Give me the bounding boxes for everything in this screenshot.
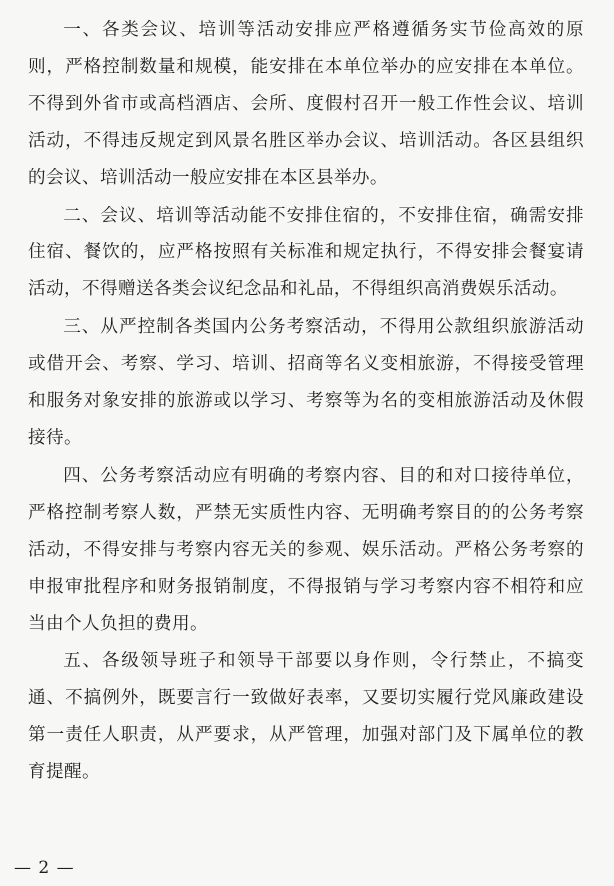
paragraph-1: 一、各类会议、培训等活动安排应严格遵循务实节俭高效的原则，严格控制数量和规模，能安排在本单位举办的应安排在本单位。不得到外省市或高档酒店、会所、度假村召开一般工作性会议、培训活动，不得违反规定到风景名胜区举办会议、培训活动。各区县组织的会议、培训活动一般应安排在本区县举办。 — [28, 20, 584, 188]
paragraph-5: 五、各级领导班子和领导干部要以身作则，令行禁止，不搞变通、不搞例外，既要言行一致做好表率，又要切实履行党风廉政建设第一责任人职责，从严要求，从严管理，加强对部门及下属单位的教育提醒。 — [28, 651, 584, 783]
paragraph-3: 三、从严控制各类国内公务考察活动，不得用公款组织旅游活动或借开会、考察、学习、培训、招商等名义变相旅游，不得接受管理和服务对象安排的旅游或以学习、考察等为名的变相旅游活动及休假接待。 — [28, 317, 584, 448]
page-number: — 2 — — [14, 858, 75, 878]
paragraph-4: 四、公务考察活动应有明确的考察内容、目的和对口接待单位，严格控制考察人数，严禁无实质性内容、无明确考察目的的公务考察活动，不得安排与考察内容无关的参观、娱乐活动。严格公务考察的申报审批程序和财务报销制度，不得报销与学习考察内容不相符和应当由个人负担的费用。 — [28, 465, 584, 634]
paragraph-2: 二、会议、培训等活动能不安排住宿的，不安排住宿，确需安排住宿、餐饮的，应严格按照有关标准和规定执行，不得安排会餐宴请活动，不得赠送各类会议纪念品和礼品，不得组织高消费娱乐活动。 — [28, 205, 584, 300]
